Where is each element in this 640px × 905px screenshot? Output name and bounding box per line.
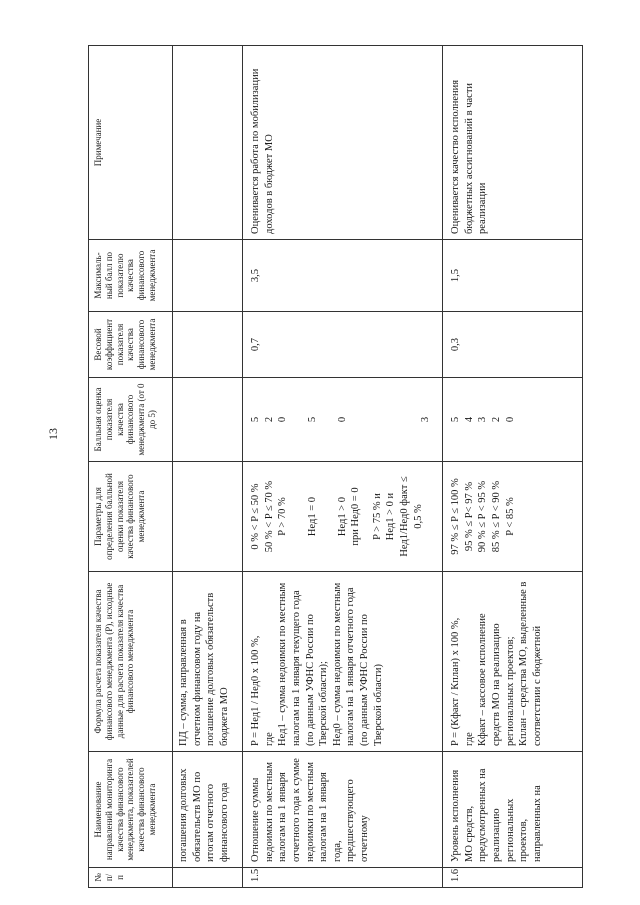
header-parameters: Параметры для определения балльной оценки показателя качества финансового менеджмента <box>89 462 173 572</box>
cell-max-score: 3,5 <box>243 240 443 312</box>
cell-weight: 0,7 <box>243 312 443 378</box>
header-note: Примечание <box>89 46 173 240</box>
score-value: 5 <box>450 416 461 423</box>
cell-score <box>443 378 583 462</box>
param-line: Нед1 = 0 <box>306 496 318 537</box>
cell-score <box>173 378 243 462</box>
rotated-table-wrapper <box>88 46 582 888</box>
param-line: 90 % ≤ P < 95 % <box>477 480 489 553</box>
header-weight: Весовой коэффициент показателя качества финансового менеджмента <box>89 312 173 378</box>
score-value: 2 <box>490 416 502 423</box>
param-line: P > 75 % и <box>371 493 383 540</box>
score-value: 0 <box>336 416 348 423</box>
header-number: № п/п <box>89 868 173 888</box>
cell-formula: P = (Кфакт / Кплан) х 100 %, где Кфакт – кассовое исполнение средств МО на реализацию региональных проектов; Кплан – средства МО, выделенные в соответствии с бюджетной <box>443 572 583 752</box>
param-line: P > 70 % <box>277 497 289 536</box>
cell-parameters <box>443 462 583 572</box>
score-value: 4 <box>463 416 475 423</box>
header-max-score: Максималь-ный балл по показателю качества финансового менеджмента <box>89 240 173 312</box>
table-row-1-6 <box>443 46 583 888</box>
cell-note: Оценивается качество исполнения бюджетных ассигнований в части реализации <box>443 46 583 240</box>
cell-indicator-name: Уровень исполнения МО средств, предусмотренных на реализацию региональных проектов, направленных на <box>443 752 583 868</box>
param-line: 85 % ≤ P < 90 % <box>490 480 502 553</box>
cell-weight <box>173 312 243 378</box>
header-score: Балльная оценка показателя качества финансового менеджмента (от 0 до 5) <box>89 378 173 462</box>
cell-max-score: 1,5 <box>443 240 583 312</box>
param-line: Нед1 > 0 и <box>385 492 397 541</box>
score-value: 3 <box>420 416 432 423</box>
cell-number: 1.6 <box>443 868 583 888</box>
score-value: 0 <box>504 416 516 423</box>
param-line: 50 % < P ≤ 70 % <box>263 480 275 553</box>
param-line: 0,5 % <box>412 504 424 529</box>
table-header-row <box>89 46 173 888</box>
param-line: при Нед0 = 0 <box>350 487 362 546</box>
param-line: Нед1/Нед0 факт ≤ <box>399 476 411 557</box>
cell-score <box>243 378 443 462</box>
cell-indicator-name: Отношение суммы недоимки по местным налогам на 1 января отчетного года к сумме недоимки по местным налогам на 1 января года, предшествующего отчетному <box>243 752 443 868</box>
param-line: P < 85 % <box>504 497 516 536</box>
score-value: 5 <box>306 416 318 423</box>
cell-weight: 0,3 <box>443 312 583 378</box>
cell-indicator-name: погашения долговых обязательств МО по итогам отчетного финансового года <box>173 752 243 868</box>
cell-number <box>173 868 243 888</box>
cell-max-score <box>173 240 243 312</box>
score-value: 0 <box>277 416 289 423</box>
score-value: 2 <box>263 416 275 423</box>
page-number: 13 <box>46 428 60 440</box>
cell-note <box>173 46 243 240</box>
param-line: 0 % < P ≤ 50 % <box>250 483 261 550</box>
cell-note: Оценивается работа по мобилизации доходов в бюджет МО <box>243 46 443 240</box>
param-line: Нед1 > 0 <box>336 496 348 537</box>
param-line: 95 % ≤ P< 97 % <box>463 481 475 552</box>
score-value: 3 <box>477 416 489 423</box>
header-formula: Формула расчета показателя качества финансового менеджмента (P), исходные данные для расчета показателя качества финансового менеджмента <box>89 572 173 752</box>
param-line: 97 % ≤ P ≤ 100 % <box>450 478 461 555</box>
cell-number: 1.5 <box>243 868 443 888</box>
cell-parameters <box>243 462 443 572</box>
cell-formula: P = Нед1 / Нед0 х 100 %, где Нед1 – сумма недоимки по местным налогам на 1 января текущего года (по данным УФНС России по Тверской области); Нед0 – сумма недоимки по местным налогам на 1 января отчетного года (по данным УФНС России по Тверской области) <box>243 572 443 752</box>
cell-formula: ПД – сумма, направленная в отчетном финансовом году на погашение долговых обязательств бюджета МО <box>173 572 243 752</box>
table-row-continued <box>173 46 243 888</box>
cell-parameters <box>173 462 243 572</box>
score-value: 5 <box>250 416 261 423</box>
table-row-1-5 <box>243 46 443 888</box>
header-indicator-name: Наименование направлений мониторинга качества финансового менеджмента, показателей качества финансового менеджмента <box>89 752 173 868</box>
assessment-table <box>88 45 583 888</box>
